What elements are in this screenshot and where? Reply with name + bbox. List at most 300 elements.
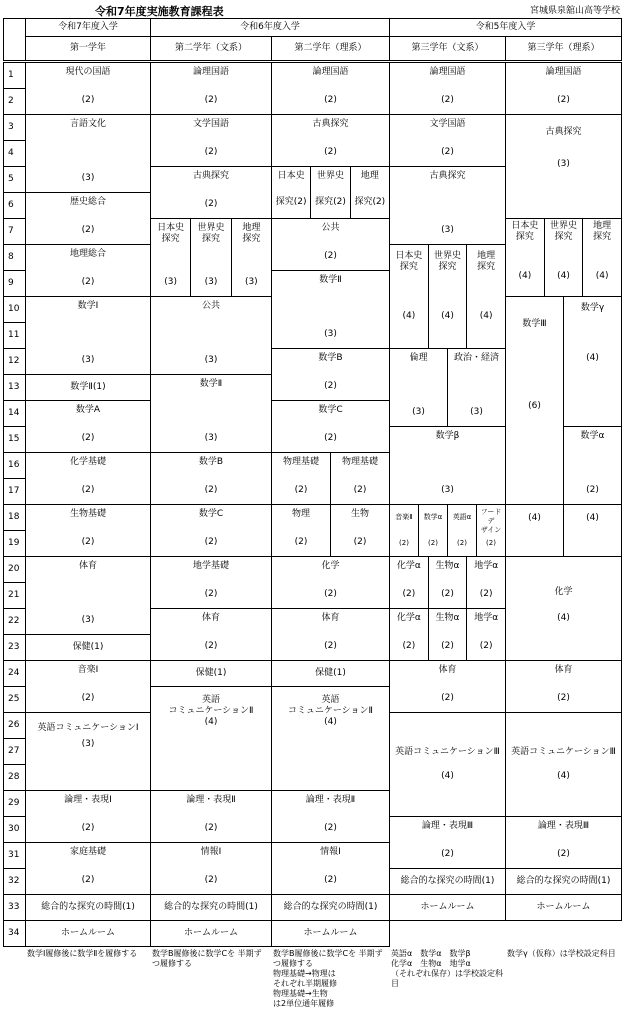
- period-number-label: 12: [8, 356, 20, 366]
- y1-mathA: [25, 400, 151, 453]
- credit-count: (2): [204, 199, 218, 209]
- subject-name: ホームルーム: [536, 902, 591, 912]
- credit-count: (2): [204, 147, 218, 157]
- credit-count: (2): [294, 485, 308, 495]
- subject-name: ホームルーム: [303, 928, 358, 938]
- y2s-chiri: [350, 166, 390, 219]
- period-number-label: 9: [8, 278, 14, 288]
- period-number: [3, 660, 26, 687]
- subject-name: 令和6年度入学: [240, 22, 300, 32]
- period-number: [3, 686, 26, 713]
- subject-name: 日本史: [277, 171, 305, 181]
- period-number: [3, 842, 26, 869]
- credit-count: (2): [294, 537, 308, 547]
- credit-count: (3): [441, 485, 454, 495]
- subject-name: ホームルーム: [183, 928, 238, 938]
- period-number-label: 18: [8, 512, 20, 522]
- credit-count: (2): [204, 641, 218, 651]
- subject-name: 日本史 探究: [157, 223, 185, 244]
- subject-name: 文学国語: [429, 119, 466, 129]
- subject-name: 数学Ⅱ(1): [70, 382, 106, 392]
- credit-count: (3): [324, 329, 337, 339]
- subject-name: 地理: [360, 171, 379, 181]
- subject-name: 古典探究: [312, 119, 349, 129]
- credit-count: (3): [81, 615, 95, 625]
- y2s-mathB: [271, 348, 390, 401]
- credit-count: (4): [204, 717, 218, 727]
- subject-name: 地学α: [474, 613, 499, 623]
- y2s-health: [271, 660, 390, 687]
- credit-count: (4): [557, 613, 570, 623]
- period-number: [3, 374, 26, 401]
- y1-pe: [25, 556, 151, 635]
- credit-count: (6): [528, 401, 541, 411]
- y3s-math-gamma: [563, 296, 622, 427]
- y2s-koten-tankyu: [271, 114, 390, 167]
- credit-count: (2): [402, 589, 416, 599]
- y2s-phys-basic-b: [330, 452, 390, 505]
- subject-name: 保健(1): [315, 668, 346, 678]
- period-number: [3, 634, 26, 661]
- header-year2-humanities: [150, 36, 272, 61]
- subject-name: 体育: [438, 665, 457, 675]
- credit-count: (2): [586, 485, 599, 495]
- credit-count: (3): [557, 159, 570, 169]
- subject-name: 化学α: [396, 613, 421, 623]
- credit-count: (2): [204, 537, 218, 547]
- y2b-info1: [150, 842, 272, 895]
- period-number-label: 26: [8, 720, 20, 730]
- credit-count: (4): [441, 771, 454, 781]
- subject-name: 地理 探究: [242, 223, 261, 244]
- period-number-label: 10: [8, 304, 20, 314]
- period-number-label: 25: [8, 694, 20, 704]
- y2b-english-comm2: [150, 686, 272, 791]
- period-number-label: 27: [8, 746, 20, 756]
- subject-name: 論理国語: [312, 67, 349, 77]
- credit-count: (2): [441, 95, 454, 105]
- credit-count: (3): [244, 277, 258, 287]
- subject-name: 日本史 探究: [395, 251, 423, 272]
- subject-name: 物理基礎: [282, 457, 319, 467]
- footnote: 英語α 数学α 数学β 化学α 生物α 地学α （それぞれ保存）は学校設定科目: [391, 949, 503, 988]
- y3s-pe: [505, 660, 622, 713]
- y2s-pe: [271, 608, 390, 661]
- period-number-label: 16: [8, 460, 20, 470]
- subject-name: 音楽Ⅰ: [77, 665, 99, 675]
- credit-count: (2): [441, 147, 454, 157]
- subject-name: 保健(1): [72, 642, 104, 652]
- subject-name: 英語α: [452, 513, 472, 521]
- period-number: [3, 894, 26, 921]
- credit-count: (4): [479, 311, 493, 321]
- credit-count: (2): [324, 589, 337, 599]
- subject-name: 古典探究: [429, 171, 466, 181]
- y3s-ronri-kokugo: [505, 62, 622, 115]
- period-number-label: 32: [8, 876, 20, 886]
- y2s-info1: [271, 842, 390, 895]
- footnote: 数学B履修後に数学Cを 半期ずつ履修する 物理基礎→物理は それぞれ半期履修 物理基礎→生物 は2単位通年履修: [273, 949, 383, 1008]
- y3b-chem-alpha-b: [389, 608, 429, 661]
- period-number: [3, 530, 26, 557]
- y2s-nihonshi: [271, 166, 311, 219]
- y1-math1: [25, 296, 151, 375]
- y3b-koten-tankyu: [389, 166, 506, 245]
- subject-name: 世界史 探究: [197, 223, 225, 244]
- credit-count: (4): [441, 311, 454, 321]
- credit-count: (4): [586, 353, 599, 363]
- subject-name: 第三学年（文系）: [411, 43, 484, 53]
- credit-count: (2): [399, 539, 409, 547]
- y2s-chemistry: [271, 556, 390, 609]
- period-number: [3, 192, 26, 219]
- subject-name: 地理 探究: [477, 251, 496, 272]
- credit-count: (2): [324, 433, 337, 443]
- period-number-label: 13: [8, 382, 20, 392]
- period-number: [3, 140, 26, 167]
- y2s-logic-expr2: [271, 790, 390, 843]
- subject-name: 論理・表現Ⅰ: [64, 795, 112, 805]
- period-number: [3, 400, 26, 427]
- subject-name: 数学β: [435, 431, 460, 441]
- period-number-label: 4: [8, 148, 14, 158]
- y1-rekishi-sogo: [25, 192, 151, 245]
- subject-name: 総合的な探究の時間(1): [41, 902, 135, 912]
- y2b-integrated-study: [150, 894, 272, 921]
- period-number-label: 28: [8, 772, 20, 782]
- credit-count: (3): [81, 173, 95, 183]
- subject-name: 音楽Ⅱ: [395, 513, 413, 521]
- subject-name: 世界史 探究: [549, 221, 577, 242]
- period-number: [3, 920, 26, 947]
- subject-name: 数学α: [580, 431, 605, 441]
- subject-name: 世界史: [316, 171, 344, 181]
- y3b-homeroom: [389, 894, 506, 921]
- y2s-biology: [330, 504, 390, 557]
- credit-count: (3): [81, 355, 95, 365]
- y3b-earth-alpha-a: [466, 556, 506, 609]
- credit-count: (2): [81, 693, 95, 703]
- subject-name: 公共: [201, 301, 220, 311]
- period-number: [3, 790, 26, 817]
- subject-name: 地理 探究: [593, 221, 612, 242]
- subject-name: 第二学年（理系）: [294, 43, 367, 53]
- y3s-integrated-study: [505, 868, 622, 895]
- credit-count: (2): [81, 823, 95, 833]
- subject-name: 英語 コミュニケーションⅡ: [168, 695, 254, 716]
- subject-name: 論理国語: [429, 67, 466, 77]
- subject-name: 家庭基礎: [69, 847, 106, 857]
- y3b-chiri: [466, 244, 506, 349]
- subject-name: 論理・表現Ⅱ: [305, 795, 356, 805]
- header-entry-r6: [150, 18, 390, 37]
- credit-count: (3): [412, 407, 425, 417]
- y3b-sekaishi: [428, 244, 468, 349]
- period-number: [3, 868, 26, 895]
- credit-count: (2): [441, 641, 454, 651]
- credit-count: (2): [81, 433, 95, 443]
- period-number-label: 2: [8, 96, 14, 106]
- y3b-ronri-kokugo: [389, 62, 506, 115]
- y2b-health: [150, 660, 272, 687]
- footnote: 数学Ⅰ履修後に数学Ⅱを履修する: [27, 949, 138, 958]
- y2b-ronri-kokugo: [150, 62, 272, 115]
- credit-count: (2): [324, 823, 337, 833]
- subject-name: ホームルーム: [420, 902, 475, 912]
- credit-count: (2): [557, 849, 570, 859]
- period-number-label: 14: [8, 408, 20, 418]
- credit-count: 探究(2): [275, 197, 307, 207]
- subject-name: 総合的な探究の時間(1): [164, 902, 258, 912]
- subject-name: 体育: [201, 613, 220, 623]
- subject-name: 体育: [554, 665, 573, 675]
- subject-name: 英語 コミュニケーションⅡ: [288, 695, 373, 716]
- header-blank: [3, 18, 26, 61]
- y2s-phys-basic-a: [271, 452, 331, 505]
- y3s-koten-tankyu: [505, 114, 622, 219]
- credit-count: (2): [81, 537, 95, 547]
- y2b-earth-basic: [150, 556, 272, 609]
- y1-english-comm1: [25, 712, 151, 791]
- credit-count: (2): [324, 381, 337, 391]
- period-number-label: 23: [8, 642, 20, 652]
- subject-name: 地学基礎: [192, 561, 229, 571]
- y3b-chem-alpha-a: [389, 556, 429, 609]
- subject-name: 第一学年: [69, 43, 106, 53]
- y2b-homeroom: [150, 920, 272, 947]
- header-year3-humanities: [389, 36, 506, 61]
- y2s-homeroom: [271, 920, 390, 947]
- credit-count: (4): [557, 271, 570, 281]
- credit-count: (2): [557, 693, 570, 703]
- y3b-math-beta: [389, 426, 506, 505]
- subject-name: 古典探究: [545, 127, 582, 137]
- period-number-label: 8: [8, 252, 14, 262]
- subject-name: 英語コミュニケーションⅠ: [37, 723, 139, 733]
- subject-name: 化学: [321, 561, 340, 571]
- credit-count: (2): [441, 693, 454, 703]
- credit-count: (2): [479, 641, 493, 651]
- credit-count: (2): [402, 641, 416, 651]
- y3b-food-design: [476, 504, 506, 557]
- subject-name: フードデ ザイン: [480, 508, 502, 534]
- credit-count: (4): [557, 771, 570, 781]
- credit-count: (2): [441, 589, 454, 599]
- credit-count: (2): [441, 849, 454, 859]
- credit-count: (2): [81, 225, 95, 235]
- subject-name: 化学基礎: [69, 457, 106, 467]
- subject-name: 論理・表現Ⅲ: [421, 821, 474, 831]
- period-number: [3, 582, 26, 609]
- subject-name: ホームルーム: [60, 928, 115, 938]
- credit-count: (4): [324, 717, 337, 727]
- period-number-label: 29: [8, 798, 20, 808]
- subject-name: 地学α: [474, 561, 499, 571]
- subject-name: 数学γ: [580, 303, 605, 313]
- header-year3-science: [505, 36, 622, 61]
- y2b-bungaku-kokugo: [150, 114, 272, 167]
- footnote: 数学B履修後に数学Cを 半期ずつ履修する: [152, 949, 262, 968]
- period-number-label: 20: [8, 564, 20, 574]
- subject-name: 英語コミュニケーションⅢ: [511, 747, 616, 757]
- credit-count: (2): [486, 539, 496, 547]
- period-number: [3, 114, 26, 141]
- subject-name: 令和5年度入学: [475, 22, 536, 32]
- period-number: [3, 478, 26, 505]
- y3b-nihonshi: [389, 244, 429, 349]
- credit-count: 探究(2): [315, 197, 346, 207]
- y2s-mathC: [271, 400, 390, 453]
- credit-count: (2): [204, 485, 218, 495]
- y2b-kokyo: [150, 296, 272, 375]
- period-number-label: 11: [8, 330, 20, 340]
- subject-name: 生物α: [435, 613, 460, 623]
- subject-name: 数学C: [198, 509, 224, 519]
- subject-name: 世界史 探究: [433, 251, 461, 272]
- school-name: 宮城県泉舘山高等学校: [529, 6, 620, 16]
- subject-name: 令和7年度入学: [58, 22, 118, 32]
- y1-math2-1: [25, 374, 151, 401]
- credit-count: (2): [204, 875, 218, 885]
- subject-name: 総合的な探究の時間(1): [400, 876, 495, 886]
- y3s-english-comm3: [505, 712, 622, 817]
- subject-name: 日本史 探究: [511, 221, 539, 242]
- credit-count: (3): [164, 277, 178, 287]
- subject-name: 生物基礎: [69, 509, 106, 519]
- subject-name: 生物α: [435, 561, 460, 571]
- y2s-english-comm2: [271, 686, 390, 791]
- subject-name: 地理総合: [69, 249, 106, 259]
- y3b-rinri: [389, 348, 448, 427]
- credit-count: (3): [204, 433, 218, 443]
- y2b-chiri: [231, 218, 272, 297]
- y2b-sekaishi: [190, 218, 231, 297]
- y2s-integrated-study: [271, 894, 390, 921]
- subject-name: 化学: [554, 587, 573, 597]
- y2b-nihonshi: [150, 218, 191, 297]
- subject-name: 論理・表現Ⅲ: [537, 821, 590, 831]
- period-number-label: 5: [8, 174, 14, 184]
- subject-name: 政治・経済: [453, 353, 499, 363]
- period-number: [3, 244, 26, 271]
- credit-count: (2): [204, 95, 218, 105]
- period-number: [3, 556, 26, 583]
- period-number: [3, 296, 26, 323]
- subject-name: 論理国語: [192, 67, 229, 77]
- period-number-label: 33: [8, 902, 20, 912]
- credit-count: (4): [528, 513, 541, 523]
- subject-name: 数学C: [318, 405, 343, 415]
- y1-health: [25, 634, 151, 661]
- y1-music1: [25, 660, 151, 713]
- period-number-label: 3: [8, 122, 14, 132]
- subject-name: 論理国語: [545, 67, 582, 77]
- y3b-earth-alpha-b: [466, 608, 506, 661]
- period-number-label: 17: [8, 486, 20, 496]
- period-number: [3, 712, 26, 739]
- credit-count: (3): [470, 407, 483, 417]
- period-number-label: 30: [8, 824, 20, 834]
- subject-name: 情報Ⅰ: [200, 847, 222, 857]
- header-entry-r5: [389, 18, 622, 37]
- y3s-logic-expr3: [505, 816, 622, 869]
- credit-count: (2): [324, 251, 337, 261]
- subject-name: 数学Ⅰ: [77, 301, 99, 311]
- document-title: 令和7年度実施教育課程表: [95, 5, 224, 18]
- y3b-math-alpha: [418, 504, 448, 557]
- y2b-koten-tankyu: [150, 166, 272, 219]
- subject-name: 物理基礎: [341, 457, 378, 467]
- y3s-sekaishi: [544, 218, 584, 297]
- subject-name: 総合的な探究の時間(1): [516, 876, 611, 886]
- period-number: [3, 322, 26, 349]
- y2s-kokyo: [271, 218, 390, 271]
- credit-count: (2): [557, 95, 570, 105]
- y3s-biology: [563, 504, 622, 557]
- y3b-bungaku-kokugo: [389, 114, 506, 167]
- period-number: [3, 608, 26, 635]
- y1-chiri-sogo: [25, 244, 151, 297]
- credit-count: (2): [324, 147, 337, 157]
- y2s-math2: [271, 270, 390, 349]
- period-number: [3, 504, 26, 531]
- y3b-pe: [389, 660, 506, 713]
- subject-name: 第三学年（理系）: [527, 43, 600, 53]
- subject-name: 公共: [321, 223, 340, 233]
- header-year2-science: [271, 36, 390, 61]
- y3b-music2: [389, 504, 419, 557]
- y3b-bio-alpha-b: [428, 608, 468, 661]
- subject-name: 文学国語: [192, 119, 229, 129]
- y1-bio-basic: [25, 504, 151, 557]
- credit-count: (2): [457, 539, 467, 547]
- credit-count: (2): [204, 589, 218, 599]
- period-number-label: 6: [8, 200, 14, 210]
- y2b-mathB: [150, 452, 272, 505]
- y2s-ronri-kokugo: [271, 62, 390, 115]
- period-number-label: 19: [8, 538, 20, 548]
- subject-name: 英語コミュニケーションⅢ: [395, 747, 500, 757]
- period-number: [3, 764, 26, 791]
- credit-count: (2): [324, 875, 337, 885]
- y2b-math2: [150, 374, 272, 453]
- credit-count: (2): [353, 485, 367, 495]
- y3s-chemistry: [505, 556, 622, 661]
- subject-name: 体育: [78, 561, 97, 571]
- subject-name: 数学Ⅲ: [522, 319, 547, 329]
- y3b-logic-expr3: [389, 816, 506, 869]
- y1-logic-expr1: [25, 790, 151, 843]
- credit-count: (4): [402, 311, 416, 321]
- credit-count: (2): [81, 875, 95, 885]
- y2b-pe: [150, 608, 272, 661]
- credit-count: (2): [81, 277, 95, 287]
- period-number: [3, 426, 26, 453]
- y3s-physics: [505, 504, 564, 557]
- credit-count: (4): [586, 513, 599, 523]
- subject-name: 古典探究: [192, 171, 229, 181]
- y2s-physics: [271, 504, 331, 557]
- subject-name: 保健(1): [195, 668, 227, 678]
- subject-name: 現代の国語: [65, 67, 111, 77]
- period-number-label: 31: [8, 850, 20, 860]
- header-entry-r7: [25, 18, 151, 37]
- period-number-label: 1: [8, 70, 14, 80]
- credit-count: (4): [595, 271, 609, 281]
- y2b-logic-expr2: [150, 790, 272, 843]
- subject-name: 数学Ⅱ: [319, 275, 342, 285]
- credit-count: 探究(2): [354, 197, 386, 207]
